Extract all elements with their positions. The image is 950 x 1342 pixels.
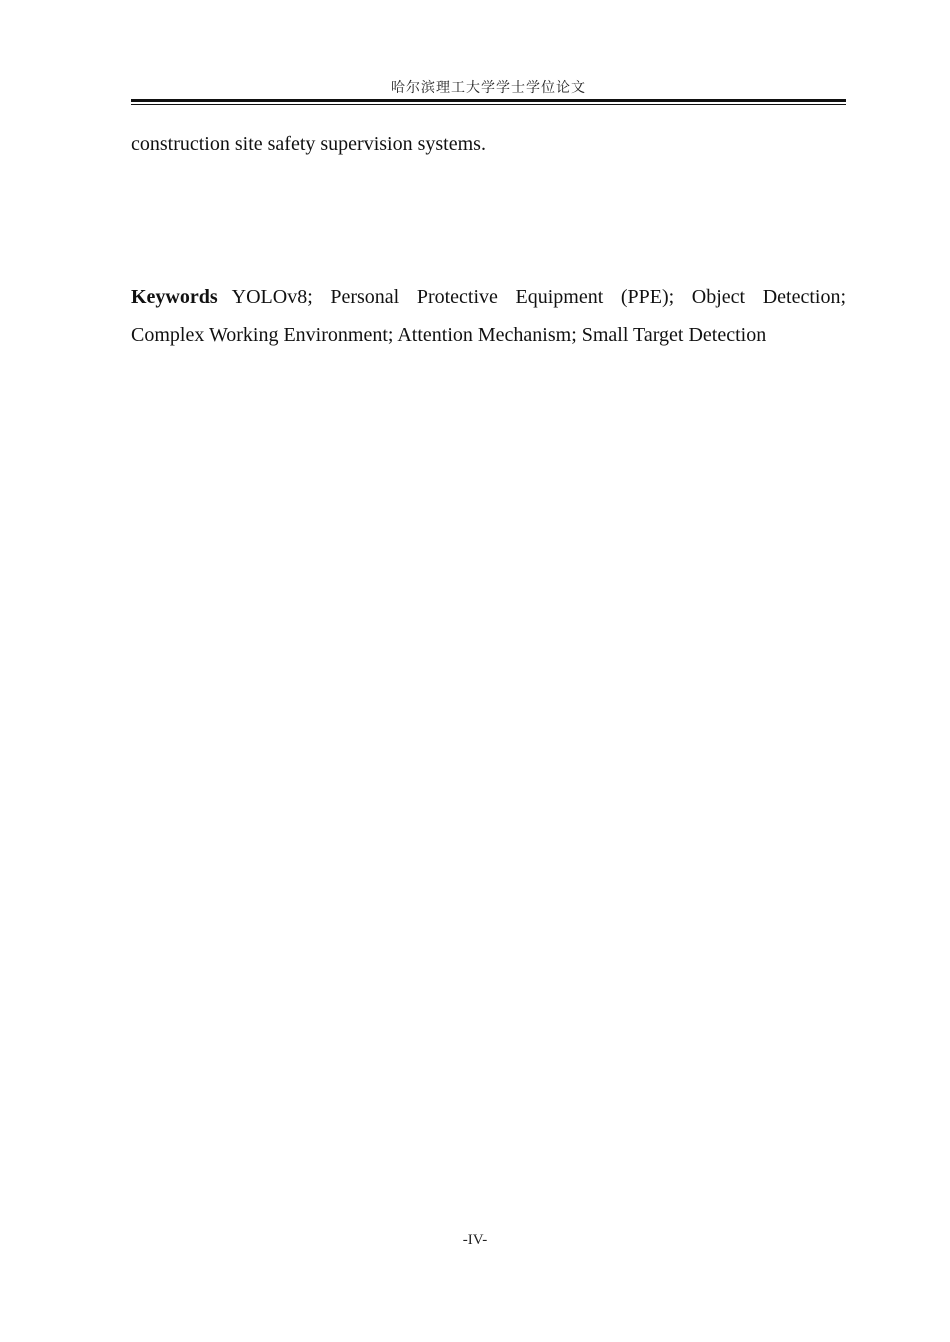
page-number: -IV-: [462, 1232, 488, 1248]
abstract-continuation: construction site safety supervision systems.: [131, 133, 486, 155]
keywords-text: YOLOv8; Personal Protective Equipment (PPE); Object Detection; Complex Working Environment; Attention Mechanism; Small Target Detection: [131, 286, 846, 346]
header-rule: [131, 99, 846, 106]
header-rule-thin: [131, 104, 846, 105]
running-header: 哈尔滨理工大学学士学位论文: [391, 80, 586, 96]
keywords-label: Keywords: [131, 286, 218, 308]
header-rule-thick: [131, 99, 846, 102]
keywords-paragraph: [131, 278, 846, 354]
